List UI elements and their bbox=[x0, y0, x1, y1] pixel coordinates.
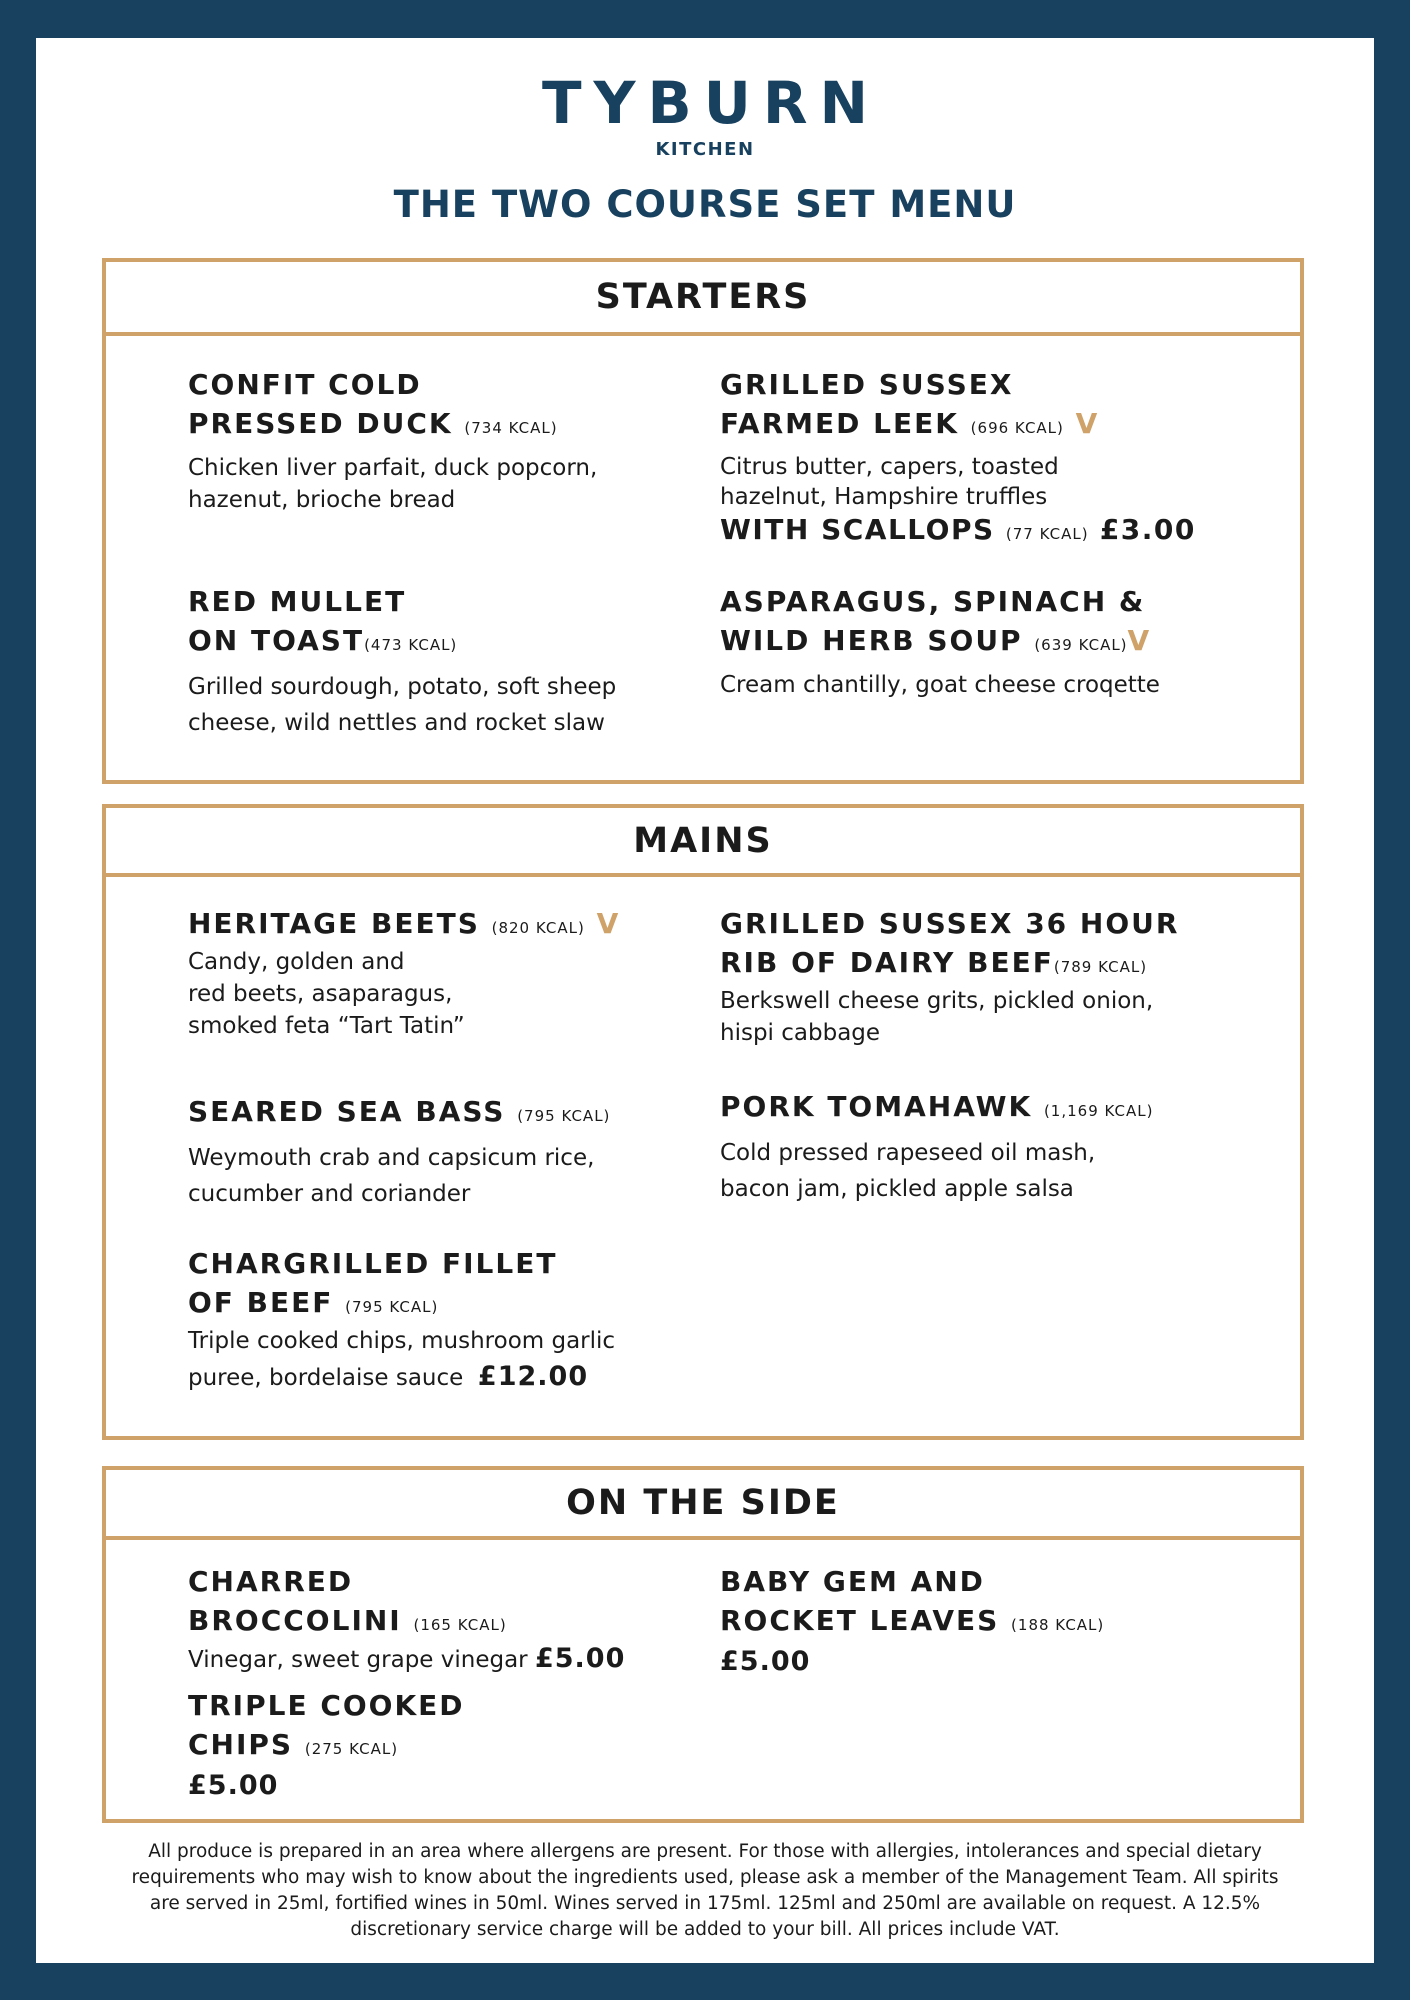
dish-description: Cold pressed rapeseed oil mash, bacon jam, pickled apple salsa bbox=[720, 1140, 1096, 1202]
kcal-label: (165 KCAL) bbox=[413, 1616, 507, 1634]
kcal-label: (639 KCAL) bbox=[1034, 636, 1128, 654]
dish-name: CHIPS (275 KCAL) bbox=[188, 1728, 399, 1761]
vegetarian-icon: V bbox=[1075, 407, 1100, 440]
dish-broccolini bbox=[188, 1562, 625, 1676]
dish-price: £5.00 bbox=[720, 1646, 811, 1677]
kcal-label: (696 KCAL) bbox=[970, 419, 1064, 437]
dish-name: ON TOAST(473 KCAL) bbox=[188, 624, 458, 657]
kcal-label: (275 KCAL) bbox=[304, 1740, 399, 1758]
kcal-label: (795 KCAL) bbox=[345, 1298, 439, 1316]
dish-name: BROCCOLINI (165 KCAL) bbox=[188, 1604, 507, 1637]
dish-heritage-beets bbox=[188, 904, 620, 1042]
mains-section bbox=[102, 804, 1304, 1440]
dish-name: CHARGRILLED FILLET bbox=[188, 1247, 558, 1280]
dish-name: WILD HERB SOUP (639 KCAL)V bbox=[720, 624, 1152, 657]
dish-name: SEARED SEA BASS (795 KCAL) bbox=[188, 1095, 611, 1128]
dish-name: RED MULLET bbox=[188, 585, 407, 618]
dish-red-mullet bbox=[188, 582, 616, 741]
sides-heading: ON THE SIDE bbox=[106, 1470, 1300, 1540]
dish-name: ASPARAGUS, SPINACH & bbox=[720, 585, 1146, 618]
dish-description: Grilled sourdough, potato, soft sheep cheese, wild nettles and rocket slaw bbox=[188, 674, 617, 736]
dish-name: TRIPLE COOKED bbox=[188, 1689, 465, 1722]
dish-name: PORK TOMAHAWK (1,169 KCAL) bbox=[720, 1090, 1154, 1123]
starters-section bbox=[102, 258, 1304, 784]
dish-name: PRESSED DUCK (734 KCAL) bbox=[188, 407, 558, 440]
dish-price: £5.00 bbox=[188, 1770, 279, 1801]
dish-name: BABY GEM AND bbox=[720, 1565, 985, 1598]
kcal-label: (820 KCAL) bbox=[491, 919, 585, 937]
kcal-label: (188 KCAL) bbox=[1011, 1616, 1105, 1634]
kcal-label: (734 KCAL) bbox=[464, 419, 558, 437]
dish-description: Berkswell cheese grits, pickled onion, hispi cabbage bbox=[720, 988, 1154, 1046]
dish-name: CHARRED bbox=[188, 1565, 354, 1598]
sides-section bbox=[102, 1466, 1304, 1823]
vegetarian-icon: V bbox=[596, 907, 621, 940]
dish-price: £12.00 bbox=[477, 1361, 589, 1392]
dish-description: Cream chantilly, goat cheese croqette bbox=[720, 672, 1160, 698]
dish-name: FARMED LEEK (696 KCAL) V bbox=[720, 407, 1100, 440]
dish-name: GRILLED SUSSEX 36 HOUR bbox=[720, 907, 1180, 940]
dish-price: £5.00 bbox=[534, 1643, 626, 1674]
dish-fillet-of-beef bbox=[188, 1244, 615, 1396]
kcal-label: (789 KCAL) bbox=[1053, 958, 1148, 976]
kcal-label: (1,169 KCAL) bbox=[1043, 1102, 1154, 1120]
brand-logo: TYBURN bbox=[541, 69, 881, 137]
dish-name: CONFIT COLD bbox=[188, 368, 422, 401]
dish-description: Candy, golden and red beets, asaparagus, smoked feta “Tart Tatin” bbox=[188, 949, 465, 1039]
starters-heading: STARTERS bbox=[106, 262, 1300, 336]
kcal-label: (795 KCAL) bbox=[517, 1107, 611, 1125]
dish-pork-tomahawk bbox=[720, 1087, 1153, 1207]
allergen-disclaimer: All produce is prepared in an area where allergens are present. For those with allergies, intolerances and special dietary requirements who may wish to know about the ingredients used, please ask a member of the Management Team. All spirits are served in 25ml, fortified wines in 50ml. Wines served in 175ml. 125ml and 250ml are available on request. A 12.5% discretionary service charge will be added to your bill. All prices include VAT. bbox=[131, 1841, 1279, 1940]
dish-confit-duck bbox=[188, 365, 597, 516]
dish-name: RIB OF DAIRY BEEF(789 KCAL) bbox=[720, 946, 1148, 979]
dish-grilled-leek bbox=[720, 365, 1196, 552]
dish-name: HERITAGE BEETS (820 KCAL) V bbox=[188, 907, 621, 940]
menu-page bbox=[36, 38, 1374, 1963]
menu-title: THE TWO COURSE SET MENU bbox=[393, 183, 1017, 226]
dish-name: OF BEEF (795 KCAL) bbox=[188, 1286, 439, 1319]
brand-subtitle: KITCHEN bbox=[655, 139, 755, 160]
dish-rib-of-beef bbox=[720, 904, 1179, 1049]
dish-asparagus-soup bbox=[720, 582, 1160, 701]
dish-triple-cooked-chips bbox=[188, 1686, 465, 1803]
dish-addon: WITH SCALLOPS (77 KCAL) £3.00 bbox=[720, 513, 1196, 546]
dish-description: Chicken liver parfait, duck popcorn, hazenut, brioche bread bbox=[188, 455, 598, 513]
dish-description: Vinegar, sweet grape vinegar £5.00 bbox=[188, 1643, 626, 1674]
dish-sea-bass bbox=[188, 1092, 610, 1212]
addon-price: £3.00 bbox=[1099, 513, 1196, 546]
dish-description: Weymouth crab and capsicum rice, cucumber and coriander bbox=[188, 1145, 595, 1207]
dish-name: GRILLED SUSSEX bbox=[720, 368, 1014, 401]
kcal-label: (473 KCAL) bbox=[364, 636, 458, 654]
dish-name: ROCKET LEAVES (188 KCAL) bbox=[720, 1604, 1105, 1637]
mains-heading: MAINS bbox=[106, 808, 1300, 877]
vegetarian-icon: V bbox=[1127, 624, 1152, 657]
dish-description: Citrus butter, capers, toasted hazelnut, Hampshire truffles bbox=[720, 454, 1059, 510]
dish-description: Triple cooked chips, mushroom garlic puree, bordelaise sauce £12.00 bbox=[188, 1328, 616, 1392]
dish-baby-gem bbox=[720, 1562, 1104, 1679]
